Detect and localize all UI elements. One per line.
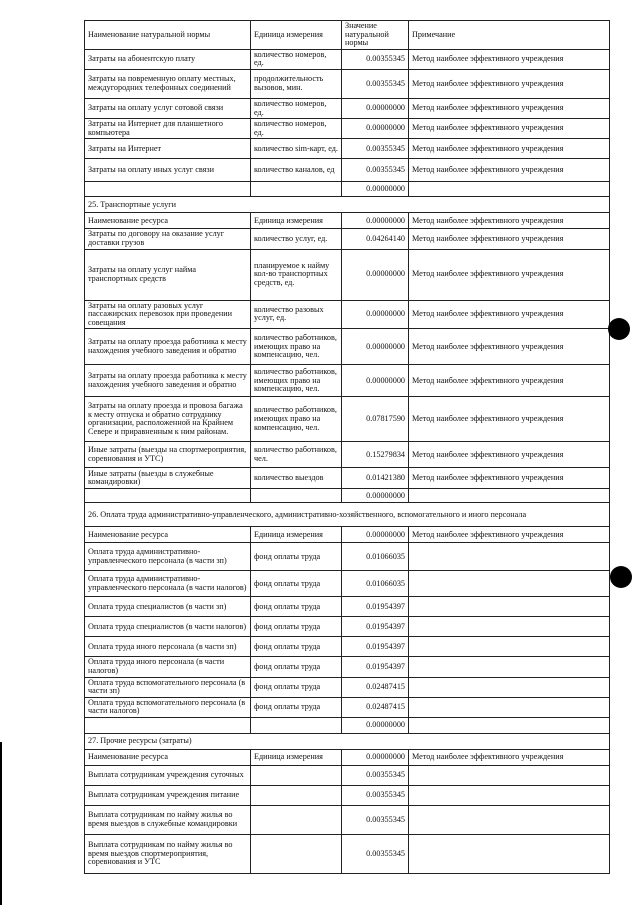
table-row: [85, 229, 610, 249]
row-note: Метод наиболее эффективного учреждения: [409, 300, 610, 329]
row-name: [85, 489, 251, 503]
row-note: [409, 657, 610, 677]
row-unit: фонд оплаты труда: [251, 637, 342, 657]
punch-hole: [608, 318, 630, 340]
row-note: [409, 765, 610, 785]
header-unit: Единица измерения: [251, 21, 342, 50]
table-row: [85, 249, 610, 300]
row-name: Затраты на Интернет для планшетного компьютера: [85, 119, 251, 139]
row-unit: [251, 785, 342, 805]
section-header-row: [85, 749, 610, 765]
table-header-row: [85, 21, 610, 50]
table-row: [85, 69, 610, 98]
row-name: Затраты на оплату иных услуг связи: [85, 159, 251, 182]
row-note: [409, 637, 610, 657]
row-note: [409, 805, 610, 834]
row-name: Оплата труда иного персонала (в части налогов): [85, 657, 251, 677]
row-name: Затраты по договору на оказание услуг доставки грузов: [85, 229, 251, 249]
row-name: Выплата сотрудникам по найму жилья во время выездов спортмероприятия, соревнования и УТС: [85, 834, 251, 873]
row-unit: количество работников, чел.: [251, 442, 342, 468]
row-name: Затраты на оплату проезда работника к месту нахождения учебного заведения и обратно: [85, 329, 251, 365]
row-unit: количество работников, имеющих право на компенсацию, чел.: [251, 397, 342, 442]
row-value: 0.00000000: [342, 119, 409, 139]
table-row: [85, 159, 610, 182]
row-name: Затраты на оплату разовых услуг пассажирских перевозок при проведении совещания: [85, 300, 251, 329]
row-unit: фонд оплаты труда: [251, 597, 342, 617]
row-name: Оплата труда административно-управленческого персонала (в части налогов): [85, 571, 251, 597]
row-unit: количество услуг, ед.: [251, 229, 342, 249]
row-unit: количество каналов, ед: [251, 159, 342, 182]
section-header-unit: Единица измерения: [251, 527, 342, 543]
row-value: 0.07817590: [342, 397, 409, 442]
row-note: Метод наиболее эффективного учреждения: [409, 249, 610, 300]
table-row: [85, 300, 610, 329]
section-header-unit: Единица измерения: [251, 213, 342, 229]
row-value: 0.00000000: [342, 717, 409, 733]
row-name: Выплата сотрудникам учреждения питание: [85, 785, 251, 805]
row-unit: количество номеров, ед.: [251, 98, 342, 118]
section-title: 27. Прочие ресурсы (затраты): [85, 733, 610, 749]
row-value: 0.01954397: [342, 657, 409, 677]
row-unit: фонд оплаты труда: [251, 571, 342, 597]
row-value: 0.00000000: [342, 365, 409, 397]
table-row: [85, 657, 610, 677]
table-row: [85, 365, 610, 397]
row-value: 0.04264140: [342, 229, 409, 249]
table-row: [85, 805, 610, 834]
row-unit: [251, 805, 342, 834]
table-row: [85, 98, 610, 118]
row-name: Затраты на оплату услуг сотовой связи: [85, 98, 251, 118]
row-name: Выплата сотрудникам учреждения суточных: [85, 765, 251, 785]
row-value: 0.01954397: [342, 597, 409, 617]
row-unit: количество sim-карт, ед.: [251, 139, 342, 159]
table-row: [85, 697, 610, 717]
table-row: [85, 489, 610, 503]
row-name: Затраты на Интернет: [85, 139, 251, 159]
row-name: Затраты на оплату проезда работника к месту нахождения учебного заведения и обратно: [85, 365, 251, 397]
row-note: [409, 571, 610, 597]
row-value: 0.01954397: [342, 617, 409, 637]
section-header-name: Наименование ресурса: [85, 527, 251, 543]
row-value: 0.00355345: [342, 765, 409, 785]
row-note: Метод наиболее эффективного учреждения: [409, 468, 610, 489]
row-value: 0.00000000: [342, 300, 409, 329]
section-title-row: [85, 197, 610, 213]
row-value: 0.00000000: [342, 489, 409, 503]
row-unit: количество выездов: [251, 468, 342, 489]
row-note: [409, 543, 610, 571]
row-name: Оплата труда иного персонала (в части зп): [85, 637, 251, 657]
row-note: Метод наиболее эффективного учреждения: [409, 329, 610, 365]
row-name: Иные затраты (выезды на спортмероприятия, соревнования и УТС): [85, 442, 251, 468]
row-name: [85, 717, 251, 733]
row-note: [409, 677, 610, 697]
table-row: [85, 717, 610, 733]
row-name: Затраты на абонентскую плату: [85, 49, 251, 69]
section-header-row: [85, 527, 610, 543]
row-note: [409, 834, 610, 873]
row-value: 0.00355345: [342, 69, 409, 98]
row-value: 0.00000000: [342, 329, 409, 365]
row-unit: фонд оплаты труда: [251, 677, 342, 697]
row-value: 0.00355345: [342, 785, 409, 805]
row-note: [409, 697, 610, 717]
row-note: Метод наиболее эффективного учреждения: [409, 69, 610, 98]
table-row: [85, 597, 610, 617]
row-value: 0.00355345: [342, 834, 409, 873]
header-note: Примечание: [409, 21, 610, 50]
row-unit: количество разовых услуг, ед.: [251, 300, 342, 329]
table-row: [85, 468, 610, 489]
row-unit: количество номеров, ед.: [251, 119, 342, 139]
table-row: [85, 571, 610, 597]
section-header-note: Метод наиболее эффективного учреждения: [409, 213, 610, 229]
row-note: [409, 489, 610, 503]
row-value: 0.01954397: [342, 637, 409, 657]
row-value: 0.00355345: [342, 139, 409, 159]
row-unit: количество работников, имеющих право на компенсацию, чел.: [251, 329, 342, 365]
row-note: Метод наиболее эффективного учреждения: [409, 229, 610, 249]
row-note: [409, 182, 610, 197]
row-name: Оплата труда административно-управленческого персонала (в части зп): [85, 543, 251, 571]
row-name: Затраты на оплату проезда и провоза багажа к месту отпуска и обратно сотруднику организации, расположенной на Крайнем Севере и приравненным к ним районам.: [85, 397, 251, 442]
section-header-unit: Единица измерения: [251, 749, 342, 765]
header-value: Значение натуральной нормы: [342, 21, 409, 50]
table-row: [85, 617, 610, 637]
row-value: 0.00000000: [342, 98, 409, 118]
table-row: [85, 119, 610, 139]
document-page: [84, 20, 609, 874]
row-unit: фонд оплаты труда: [251, 617, 342, 637]
row-unit: количество номеров, ед.: [251, 49, 342, 69]
row-note: Метод наиболее эффективного учреждения: [409, 365, 610, 397]
row-value: 0.01066035: [342, 571, 409, 597]
table-row: [85, 765, 610, 785]
table-row: [85, 543, 610, 571]
row-note: Метод наиболее эффективного учреждения: [409, 159, 610, 182]
row-value: 0.00000000: [342, 249, 409, 300]
row-value: 0.00355345: [342, 805, 409, 834]
row-unit: [251, 765, 342, 785]
row-unit: [251, 182, 342, 197]
table-row: [85, 329, 610, 365]
table-row: [85, 49, 610, 69]
row-note: Метод наиболее эффективного учреждения: [409, 98, 610, 118]
row-unit: планируемое к найму кол-во транспортных средств, ед.: [251, 249, 342, 300]
row-name: Иные затраты (выезды в служебные командировки): [85, 468, 251, 489]
row-name: Выплата сотрудникам по найму жилья во время выездов в служебные командировки: [85, 805, 251, 834]
table-row: [85, 442, 610, 468]
row-note: Метод наиболее эффективного учреждения: [409, 139, 610, 159]
row-value: 0.02487415: [342, 697, 409, 717]
row-note: Метод наиболее эффективного учреждения: [409, 119, 610, 139]
section-header-value: 0.00000000: [342, 527, 409, 543]
row-unit: [251, 717, 342, 733]
row-unit: фонд оплаты труда: [251, 543, 342, 571]
punch-hole: [610, 566, 632, 588]
row-unit: продолжительность вызовов, мин.: [251, 69, 342, 98]
row-unit: [251, 834, 342, 873]
table-row: [85, 834, 610, 873]
table-row: [85, 677, 610, 697]
section-header-name: Наименование ресурса: [85, 749, 251, 765]
table-row: [85, 785, 610, 805]
section-header-value: 0.00000000: [342, 213, 409, 229]
row-unit: [251, 489, 342, 503]
row-name: Затраты на повременную оплату местных, междугородних телефонных соединений: [85, 69, 251, 98]
section-title: 26. Оплата труда административно-управленческого, административно-хозяйственного, вспомогательного и иного персонала: [85, 503, 610, 527]
row-name: Затраты на оплату услуг найма транспортных средств: [85, 249, 251, 300]
table-row: [85, 139, 610, 159]
row-value: 0.02487415: [342, 677, 409, 697]
row-note: Метод наиболее эффективного учреждения: [409, 397, 610, 442]
section-header-name: Наименование ресурса: [85, 213, 251, 229]
row-name: Оплата труда вспомогательного персонала (в части налогов): [85, 697, 251, 717]
row-name: Оплата труда специалистов (в части налогов): [85, 617, 251, 637]
row-name: [85, 182, 251, 197]
table-row: [85, 637, 610, 657]
section-header-value: 0.00000000: [342, 749, 409, 765]
row-note: Метод наиболее эффективного учреждения: [409, 442, 610, 468]
row-value: 0.00000000: [342, 182, 409, 197]
table-row: [85, 397, 610, 442]
table-row: [85, 182, 610, 197]
row-note: Метод наиболее эффективного учреждения: [409, 49, 610, 69]
section-header-note: Метод наиболее эффективного учреждения: [409, 749, 610, 765]
row-value: 0.15279834: [342, 442, 409, 468]
section-header-note: Метод наиболее эффективного учреждения: [409, 527, 610, 543]
row-name: Оплата труда специалистов (в части зп): [85, 597, 251, 617]
row-note: [409, 717, 610, 733]
row-value: 0.00355345: [342, 159, 409, 182]
scan-edge: [0, 742, 2, 905]
row-unit: количество работников, имеющих право на компенсацию, чел.: [251, 365, 342, 397]
row-value: 0.00355345: [342, 49, 409, 69]
section-title-row: [85, 503, 610, 527]
row-note: [409, 597, 610, 617]
row-note: [409, 785, 610, 805]
section-title-row: [85, 733, 610, 749]
row-unit: фонд оплаты труда: [251, 697, 342, 717]
norms-table: [84, 20, 610, 874]
row-note: [409, 617, 610, 637]
header-name: Наименование натуральной нормы: [85, 21, 251, 50]
row-name: Оплата труда вспомогательного персонала (в части зп): [85, 677, 251, 697]
row-value: 0.01421380: [342, 468, 409, 489]
row-unit: фонд оплаты труда: [251, 657, 342, 677]
section-header-row: [85, 213, 610, 229]
row-value: 0.01066035: [342, 543, 409, 571]
section-title: 25. Транспортные услуги: [85, 197, 610, 213]
